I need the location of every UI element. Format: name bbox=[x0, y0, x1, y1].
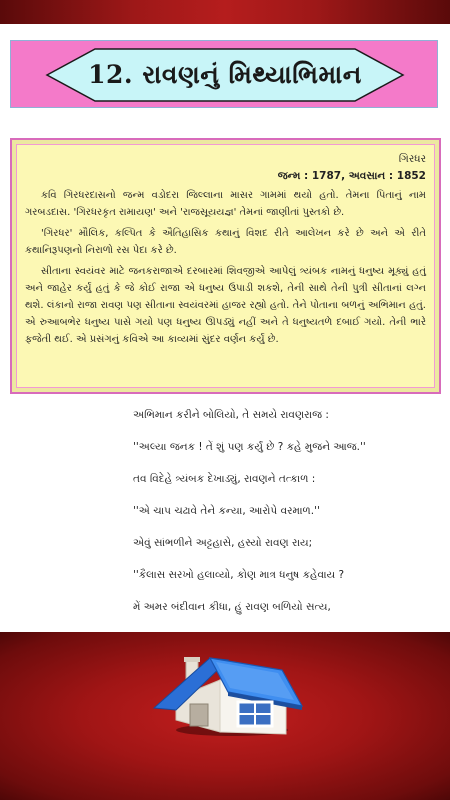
author-name: ગિરધર bbox=[398, 153, 426, 165]
poem-line: એવું સાંભળીને અટ્ટહાસે, હસ્યો રાવણ રાય; bbox=[133, 537, 313, 549]
poem-line: ''એ ચાપ ચઢાવે તેને કન્યા, આરોપે વરમાળ.'' bbox=[133, 505, 320, 517]
home-button[interactable] bbox=[146, 648, 306, 738]
poem-text bbox=[133, 406, 433, 630]
story-context-paragraph: સીતાના સ્વયંવર માટે જનકરાજાએ દરબારમાં શિવજીએ આપેલું ત્ર્યંબક નામનું ધનુષ્ય મૂક્યું હતું અને જાહેર કર્યું હતું કે જે કોઈ રાજા એ ધનુષ્ય ઉપાડી શકશે, તેની સાથે તેની પુત્રી સીતાનાં લગ્ન થશે. લંકાનો રાજા રાવણ પણ સીતાના સ્વયંવરમાં હાજર રહ્યો હતો. તેને પોતાના બળનું અભિમાન હતું. એ રુઆબભેર ધનુષ્ય પાસે ગયો પણ ધનુષ્ય ઊપડ્યું નહીં અને તે ધનુષ્યતળે દબાઈ ગયો. તેની ભારે ફજેતી થઈ. એ પ્રસંગનું કવિએ આ કાવ્યમાં સુંદર વર્ણન કર્યું છે. bbox=[25, 266, 426, 345]
author-bio-paragraph: કવિ ગિરધરદાસનો જન્મ વડોદરા જિલ્લાના માસર ગામમાં થયો હતો. તેમના પિતાનું નામ ગરબડદાસ. 'ગિરધરકૃત રામાયણ' અને 'રાજસૂયયજ્ઞ' તેમનાં જાણીતાં પુસ્તકો છે. bbox=[25, 190, 426, 218]
poem-line: ''અલ્યા જનક ! તેં શું પણ કર્યું છે ? કહે મુજને આજ.'' bbox=[133, 441, 366, 453]
poem-line: મેં અમર બંદીવાન કીધા, હું રાવણ બળિયો સત્ય, bbox=[133, 601, 331, 613]
chapter-title-banner bbox=[10, 40, 438, 108]
author-dates: જન્મ : 1787, અવસાન : 1852 bbox=[277, 170, 426, 182]
poem-line: અભિમાન કરીને બોલિયો, તે સમયે રાવણરાજ : bbox=[133, 409, 329, 421]
top-bar bbox=[0, 0, 450, 24]
chapter-title: 12. રાવણનું મિથ્યાભિમાન bbox=[88, 60, 362, 89]
home-icon bbox=[146, 648, 306, 738]
author-style-paragraph: 'ગિરધર' મૌલિક, કલ્પિત કે ઐતિહાસિક કથાનું વિશદ રીતે આલેખન કરે છે અને એ રીતે કથાનિરૂપણનો નિરાળો રસ પેદા કરે છે. bbox=[25, 228, 426, 256]
poem-line: તવ વિદેહે ત્ર્યંબક દેખાડ્યું, રાવણને તત્કાળ : bbox=[133, 473, 316, 485]
author-info-content bbox=[16, 144, 435, 388]
poem-line: ''કૈલાસ સરખો હલાવ્યો, કોણ માત્ર ધનુષ કહેવાય ? bbox=[133, 569, 345, 581]
author-info-box bbox=[10, 138, 441, 394]
